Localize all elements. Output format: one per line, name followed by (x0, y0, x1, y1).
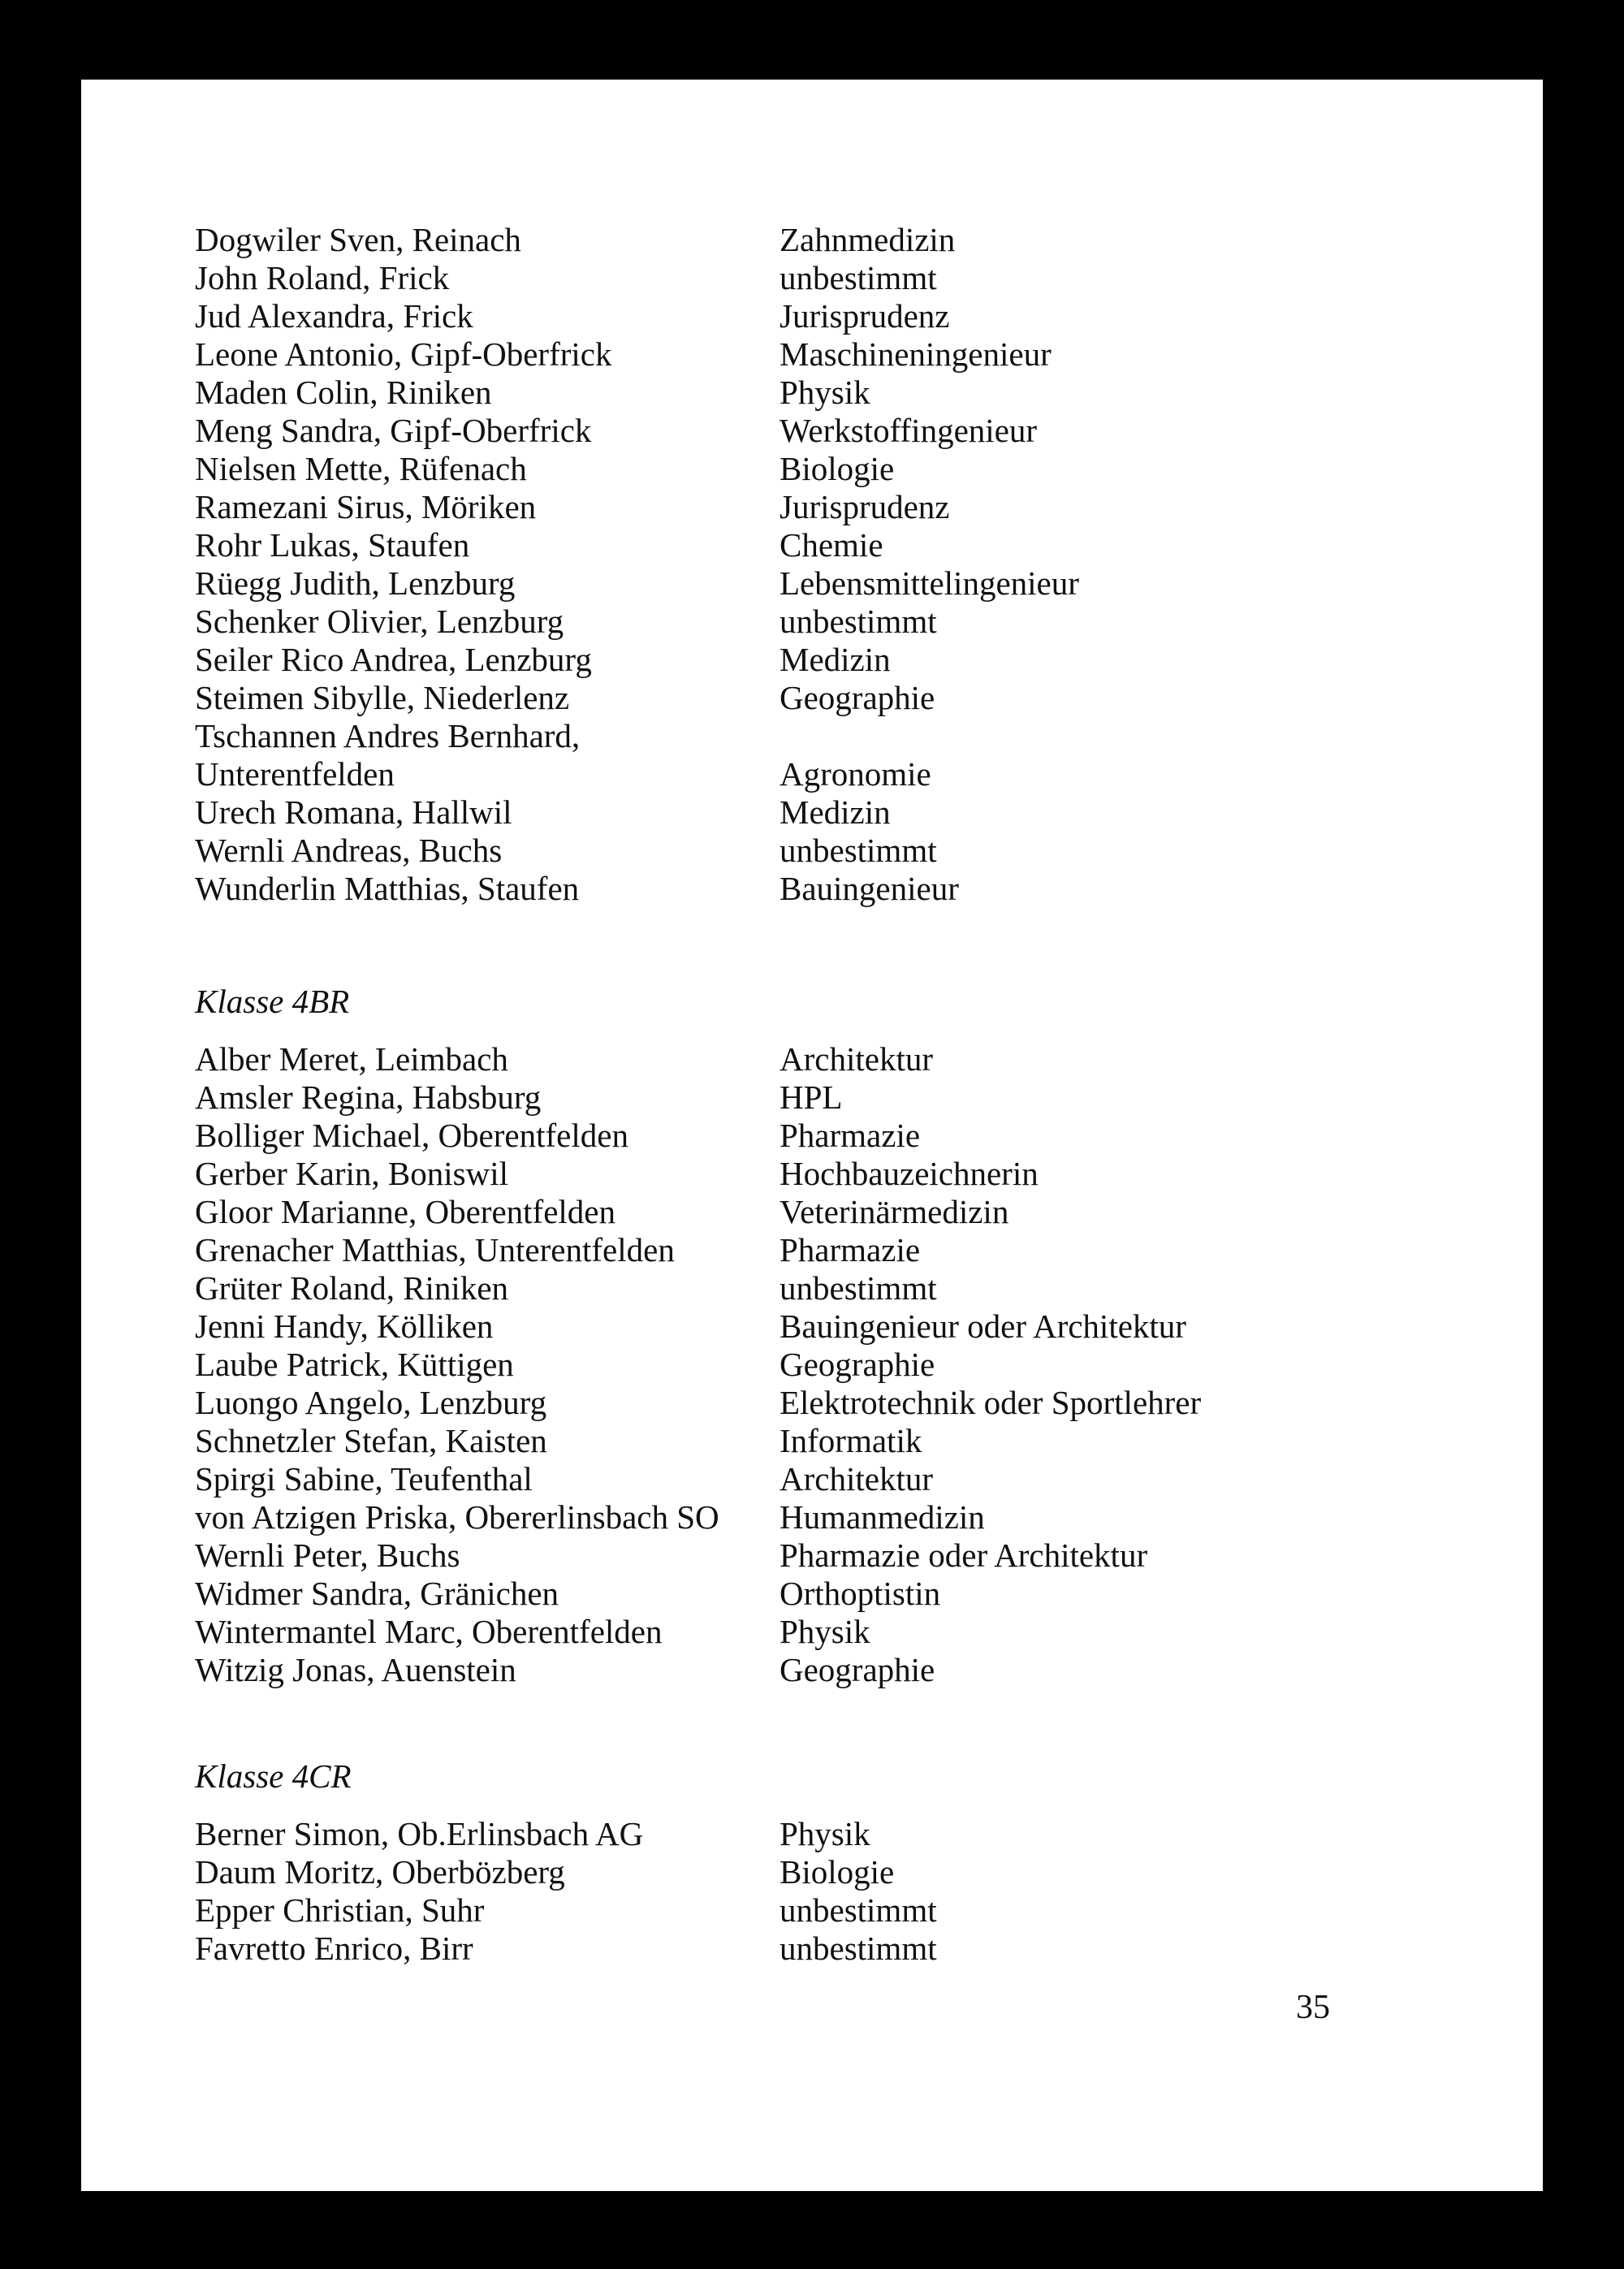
student-name: Rüegg Judith, Lenzburg (195, 564, 516, 602)
list-item (195, 1155, 1413, 1193)
list-item (195, 1231, 1413, 1269)
student-name: Dogwiler Sven, Reinach (195, 221, 521, 258)
study-field: unbestimmt (780, 832, 937, 869)
student-list (195, 1040, 1413, 1689)
list-item (195, 1078, 1413, 1117)
student-name: Steimen Sibylle, Niederlenz (195, 679, 570, 716)
student-name: Berner Simon, Ob.Erlinsbach AG (195, 1815, 644, 1852)
list-item (195, 717, 1413, 755)
list-item (195, 297, 1413, 335)
list-item (195, 1193, 1413, 1231)
student-name: Unterentfelden (195, 755, 395, 793)
study-field: Pharmazie (780, 1231, 921, 1268)
list-item (195, 1536, 1413, 1575)
list-item (195, 679, 1413, 717)
study-field: Veterinärmedizin (780, 1193, 1009, 1230)
student-list-section-1 (195, 221, 1413, 908)
list-item (195, 1346, 1413, 1384)
student-name: Meng Sandra, Gipf-Oberfrick (195, 412, 592, 449)
student-name: Leone Antonio, Gipf-Oberfrick (195, 335, 612, 373)
study-field: Geographie (780, 679, 935, 716)
student-name: Wernli Peter, Buchs (195, 1536, 460, 1574)
list-item (195, 1498, 1413, 1536)
study-field: Jurisprudenz (780, 488, 950, 525)
list-item (195, 450, 1413, 488)
student-name: Seiler Rico Andrea, Lenzburg (195, 641, 592, 678)
student-name: Schnetzler Stefan, Kaisten (195, 1422, 547, 1459)
study-field: Geographie (780, 1651, 935, 1688)
student-list (195, 1815, 1413, 1968)
student-name: Wunderlin Matthias, Staufen (195, 870, 580, 907)
study-field: Biologie (780, 450, 895, 487)
list-item (195, 526, 1413, 564)
study-field: Physik (780, 374, 870, 411)
list-item (195, 1930, 1413, 1968)
student-name: Daum Moritz, Oberbözberg (195, 1853, 565, 1891)
study-field: Jurisprudenz (780, 297, 950, 335)
list-item (195, 1891, 1413, 1930)
study-field: Medizin (780, 641, 891, 678)
list-item (195, 335, 1413, 374)
study-field: Hochbauzeichnerin (780, 1155, 1039, 1192)
page-number: 35 (1296, 1989, 1330, 2026)
list-item (195, 1613, 1413, 1651)
list-item (195, 412, 1413, 450)
list-item (195, 1853, 1413, 1891)
student-name: Widmer Sandra, Gränichen (195, 1575, 559, 1612)
study-field: unbestimmt (780, 1930, 937, 1967)
student-name: Schenker Olivier, Lenzburg (195, 603, 564, 640)
study-field: Physik (780, 1613, 870, 1650)
study-field: Architektur (780, 1460, 933, 1498)
list-item (195, 603, 1413, 641)
list-item (195, 1460, 1413, 1498)
study-field: unbestimmt (780, 1891, 937, 1929)
student-name: Alber Meret, Leimbach (195, 1040, 508, 1078)
study-field: Elektrotechnik oder Sportlehrer (780, 1384, 1202, 1421)
student-name: von Atzigen Priska, Obererlinsbach SO (195, 1498, 719, 1536)
student-name: Nielsen Mette, Rüfenach (195, 450, 527, 487)
student-name: Spirgi Sabine, Teufenthal (195, 1460, 533, 1498)
study-field: Maschineningenieur (780, 335, 1052, 373)
student-name: Bolliger Michael, Oberentfelden (195, 1117, 628, 1154)
study-field: HPL (780, 1078, 843, 1116)
student-name: Favretto Enrico, Birr (195, 1930, 473, 1967)
list-item (195, 1651, 1413, 1689)
study-field: Medizin (780, 793, 891, 831)
student-name: Luongo Angelo, Lenzburg (195, 1384, 547, 1421)
list-item (195, 641, 1413, 679)
study-field: Informatik (780, 1422, 922, 1459)
student-name: Tschannen Andres Bernhard, (195, 717, 581, 754)
student-name: Jenni Handy, Kölliken (195, 1307, 494, 1345)
study-field: Werkstoffingenieur (780, 412, 1038, 449)
study-field: unbestimmt (780, 1269, 937, 1307)
document-page (81, 80, 1543, 2191)
list-item (195, 1575, 1413, 1613)
study-field: Orthoptistin (780, 1575, 941, 1612)
list-item (195, 564, 1413, 603)
list-item (195, 832, 1413, 870)
list-item (195, 221, 1413, 259)
student-name: Wintermantel Marc, Oberentfelden (195, 1613, 663, 1650)
list-item (195, 488, 1413, 526)
study-field: Zahnmedizin (780, 221, 956, 258)
list-item (195, 793, 1413, 832)
student-name: Gloor Marianne, Oberentfelden (195, 1193, 615, 1230)
student-name: Ramezani Sirus, Möriken (195, 488, 537, 525)
student-name: Rohr Lukas, Staufen (195, 526, 470, 564)
study-field: Bauingenieur oder Architektur (780, 1307, 1186, 1345)
student-name: Gerber Karin, Boniswil (195, 1155, 508, 1192)
study-field: Pharmazie (780, 1117, 921, 1154)
section-heading: Klasse 4BR (195, 983, 350, 1020)
student-name: Urech Romana, Hallwil (195, 793, 512, 831)
student-name: Amsler Regina, Habsburg (195, 1078, 542, 1116)
study-field: unbestimmt (780, 603, 937, 640)
list-item (195, 259, 1413, 297)
study-field: Agronomie (780, 755, 931, 793)
list-item (195, 1384, 1413, 1422)
list-item (195, 755, 1413, 793)
student-name: Grüter Roland, Riniken (195, 1269, 509, 1307)
student-list-section-4br (195, 983, 1413, 1689)
student-name: Laube Patrick, Küttigen (195, 1346, 514, 1383)
list-item (195, 1269, 1413, 1307)
list-item (195, 1815, 1413, 1853)
study-field: Architektur (780, 1040, 933, 1078)
student-list (195, 221, 1413, 908)
study-field: unbestimmt (780, 259, 937, 296)
list-item (195, 374, 1413, 412)
student-name: Grenacher Matthias, Unterentfelden (195, 1231, 675, 1268)
study-field: Pharmazie oder Architektur (780, 1536, 1148, 1574)
student-name: Witzig Jonas, Auenstein (195, 1651, 516, 1688)
list-item (195, 1040, 1413, 1078)
study-field: Chemie (780, 526, 883, 564)
list-item (195, 1422, 1413, 1460)
student-name: Epper Christian, Suhr (195, 1891, 485, 1929)
study-field: Geographie (780, 1346, 935, 1383)
section-heading: Klasse 4CR (195, 1757, 352, 1795)
list-item (195, 1117, 1413, 1155)
student-name: Wernli Andreas, Buchs (195, 832, 503, 869)
student-name: Jud Alexandra, Frick (195, 297, 473, 335)
student-name: Maden Colin, Riniken (195, 374, 492, 411)
list-item (195, 870, 1413, 908)
list-item (195, 1307, 1413, 1346)
student-name: John Roland, Frick (195, 259, 450, 296)
student-list-section-4cr (195, 1757, 1413, 1968)
study-field: Lebensmittelingenieur (780, 564, 1079, 602)
study-field: Humanmedizin (780, 1498, 985, 1536)
study-field: Biologie (780, 1853, 895, 1891)
study-field: Bauingenieur (780, 870, 959, 907)
study-field: Physik (780, 1815, 870, 1852)
